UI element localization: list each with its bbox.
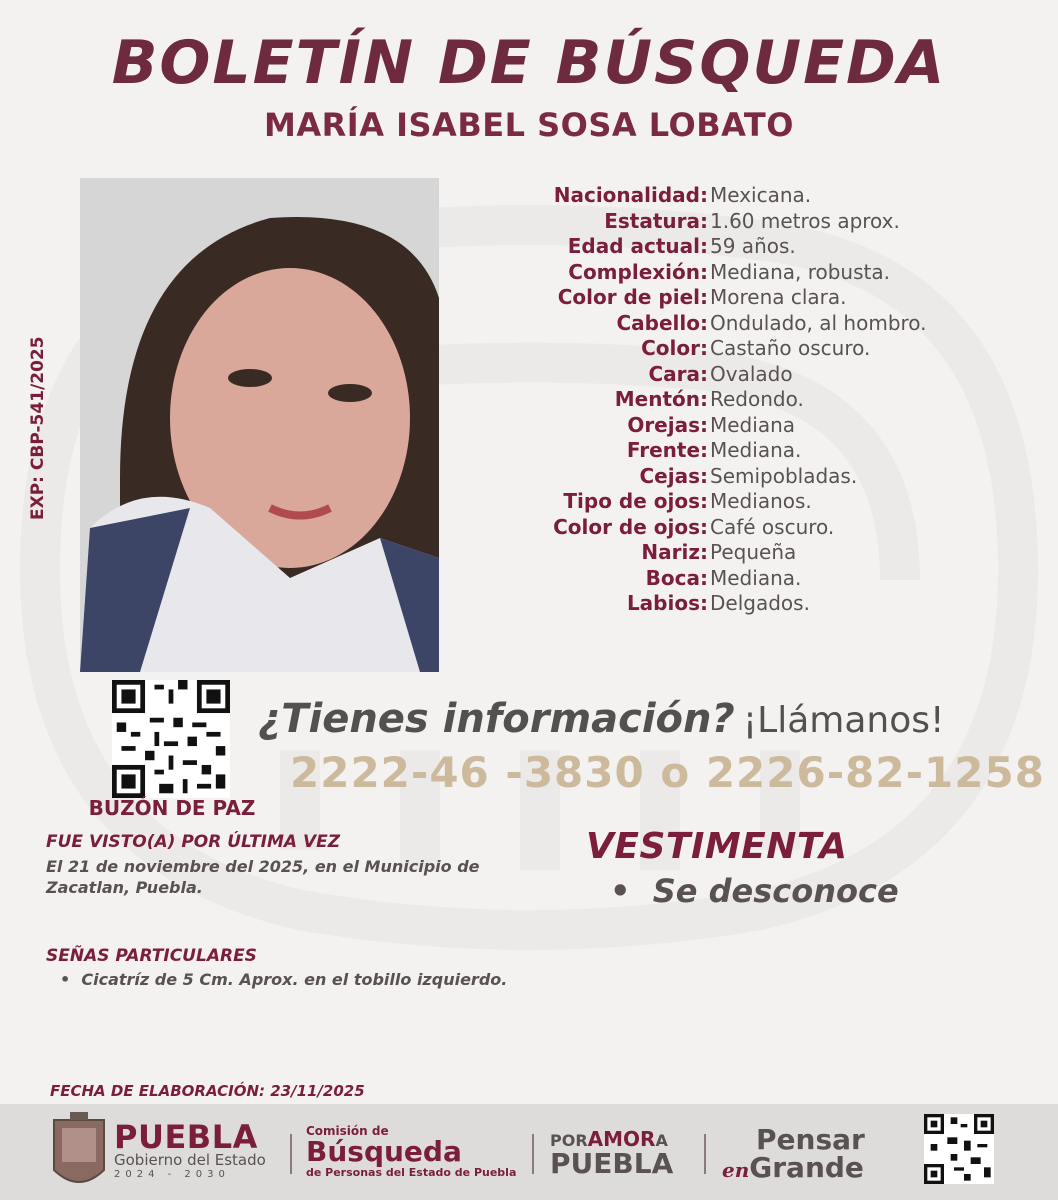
description-row [470, 464, 1040, 490]
description-label: Mentón: [614, 387, 708, 411]
pensar-word: Pensar [756, 1123, 865, 1156]
marks-item-text: Cicatríz de 5 Cm. Aprox. en el tobillo izquierdo. [81, 970, 508, 989]
description-value: 1.60 metros aprox. [710, 208, 900, 233]
por-amor-a-puebla-logo [550, 1127, 674, 1180]
comision-line-3: de Personas del Estado de Puebla [306, 1166, 517, 1179]
description-value: Ovalado [710, 361, 793, 386]
description-row [470, 413, 1040, 439]
description-label: Estatura: [604, 208, 708, 233]
description-value: Morena clara. [710, 285, 847, 309]
gobierno-text: Gobierno del Estado [114, 1151, 266, 1169]
poramor-amor: AMOR [587, 1127, 656, 1151]
description-label: Tipo de ojos: [563, 489, 708, 513]
coat-of-arms-icon [50, 1110, 108, 1194]
footer-divider [704, 1134, 706, 1174]
poramor-a: A [655, 1131, 668, 1150]
bulletin-title: BOLETÍN DE BÚSQUEDA [111, 28, 947, 98]
qr-label: BUZÓN DE PAZ [88, 796, 256, 820]
comision-line-2: Búsqueda [306, 1135, 462, 1168]
description-value: Café oscuro. [710, 514, 835, 539]
marks-heading: SEÑAS PARTICULARES [46, 946, 257, 966]
qr-code-icon[interactable] [112, 680, 230, 798]
description-label: Cabello: [616, 310, 708, 335]
description-label: Color: [641, 336, 708, 360]
description-value: 59 años. [710, 234, 796, 258]
marks-item: • Cicatríz de 5 Cm. Aprox. en el tobillo izquierdo. [60, 970, 508, 989]
last-seen-text: El 21 de noviembre del 2025, en el Municipio de Zacatlan, Puebla. [46, 857, 480, 897]
puebla-wordmark: PUEBLA [114, 1118, 258, 1156]
description-row [470, 362, 1040, 388]
description-row [470, 515, 1040, 541]
last-seen-heading: FUE VISTO(A) POR ÚLTIMA VEZ [46, 832, 341, 852]
description-value: Mediana. [710, 438, 802, 462]
clothing-item-text: Se desconoce [652, 872, 899, 910]
description-value: Mexicana. [710, 183, 812, 207]
description-label: Edad actual: [567, 234, 708, 258]
description-label: Labios: [626, 591, 708, 615]
description-label: Nacionalidad: [553, 183, 708, 207]
description-row [470, 387, 1040, 413]
description-row [470, 336, 1040, 362]
contact-heading [258, 696, 944, 742]
description-label: Cejas: [639, 463, 708, 488]
description-row [470, 566, 1040, 592]
creation-date: FECHA DE ELABORACIÓN: 23/11/2025 [50, 1082, 365, 1100]
pensar-en: en [722, 1158, 750, 1182]
description-label: Color de ojos: [553, 514, 708, 539]
description-row [470, 489, 1040, 515]
description-row [470, 591, 1040, 617]
description-row [470, 234, 1040, 260]
description-row [470, 183, 1040, 209]
case-number: EXP: CBP-541/2025 [28, 336, 48, 520]
person-photo [80, 178, 439, 672]
description-value: Semipobladas. [710, 463, 858, 488]
footer-qr-code-icon[interactable] [924, 1114, 994, 1184]
description-value: Pequeña [710, 540, 797, 564]
pensar-grande: Grande [749, 1151, 864, 1184]
clothing-item: • Se desconoce [610, 872, 899, 910]
description-row [470, 311, 1040, 337]
description-value: Castaño oscuro. [710, 336, 871, 360]
description-row [470, 260, 1040, 286]
description-label: Nariz: [641, 540, 708, 564]
puebla-government-logo [114, 1118, 266, 1182]
description-row [470, 540, 1040, 566]
description-label: Complexión: [568, 259, 708, 284]
description-value: Redondo. [710, 387, 804, 411]
phone-numbers[interactable]: 2222-46 -3830 o 2226-82-1258 [290, 748, 1045, 797]
contact-call: ¡Llámanos! [742, 700, 945, 741]
description-label: Color de piel: [557, 285, 708, 309]
description-value: Ondulado, al hombro. [710, 310, 927, 335]
description-row [470, 438, 1040, 464]
description-value: Medianos. [710, 489, 812, 513]
comision-line-1: Comisión de [306, 1124, 389, 1138]
description-row [470, 285, 1040, 311]
description-label: Orejas: [627, 412, 708, 437]
description-label: Boca: [645, 565, 708, 590]
description-value: Mediana [710, 412, 795, 437]
description-list [470, 183, 1040, 617]
person-name: MARÍA ISABEL SOSA LOBATO [264, 106, 794, 144]
description-label: Cara: [648, 361, 708, 386]
description-value: Delgados. [710, 591, 810, 615]
description-label: Frente: [626, 438, 708, 462]
pensar-en-grande-logo [722, 1123, 892, 1184]
poramor-puebla: PUEBLA [550, 1147, 674, 1180]
years-text: 2024 - 2030 [114, 1169, 230, 1180]
poramor-por: POR [550, 1131, 588, 1150]
footer-divider [532, 1134, 534, 1174]
contact-question: ¿Tienes información? [258, 696, 735, 742]
description-row [470, 209, 1040, 235]
description-value: Mediana, robusta. [710, 259, 890, 284]
clothing-heading: VESTIMENTA [586, 826, 848, 867]
description-value: Mediana. [710, 565, 802, 590]
footer-divider [290, 1134, 292, 1174]
comision-logo [306, 1124, 516, 1180]
